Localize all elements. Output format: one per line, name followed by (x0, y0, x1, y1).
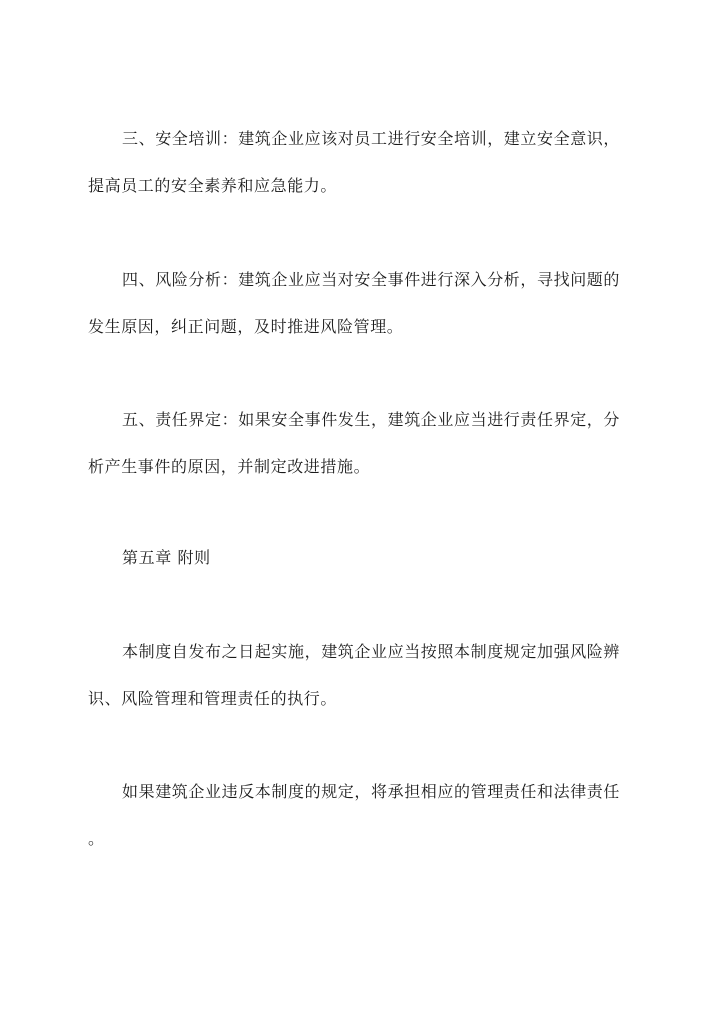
paragraph-violation (88, 768, 633, 862)
paragraph-effective-date (88, 628, 633, 722)
paragraph-line: 。 (88, 829, 105, 848)
paragraph-line: 五、责任界定：如果安全事件发生，建筑企业应当进行责任界定，分 (122, 410, 621, 429)
paragraph-safety-training (88, 115, 633, 209)
paragraph-line: 析产生事件的原因，并制定改进措施。 (88, 457, 371, 476)
paragraph-line: 提高员工的安全素养和应急能力。 (88, 176, 338, 195)
paragraph-line: 识、风险管理和管理责任的执行。 (88, 689, 338, 708)
paragraph-line: 发生原因，纠正问题，及时推进风险管理。 (88, 317, 404, 336)
paragraph-line: 四、风险分析：建筑企业应当对安全事件进行深入分析，寻找问题的 (122, 270, 621, 289)
paragraph-line: 如果建筑企业违反本制度的规定，将承担相应的管理责任和法律责任 (122, 782, 621, 801)
paragraph-risk-analysis (88, 256, 633, 350)
chapter-heading: 第五章 附则 (122, 548, 211, 567)
paragraph-responsibility (88, 396, 633, 490)
paragraph-line: 三、安全培训：建筑企业应该对员工进行安全培训，建立安全意识， (122, 129, 621, 148)
paragraph-line: 本制度自发布之日起实施，建筑企业应当按照本制度规定加强风险辨 (122, 642, 621, 661)
